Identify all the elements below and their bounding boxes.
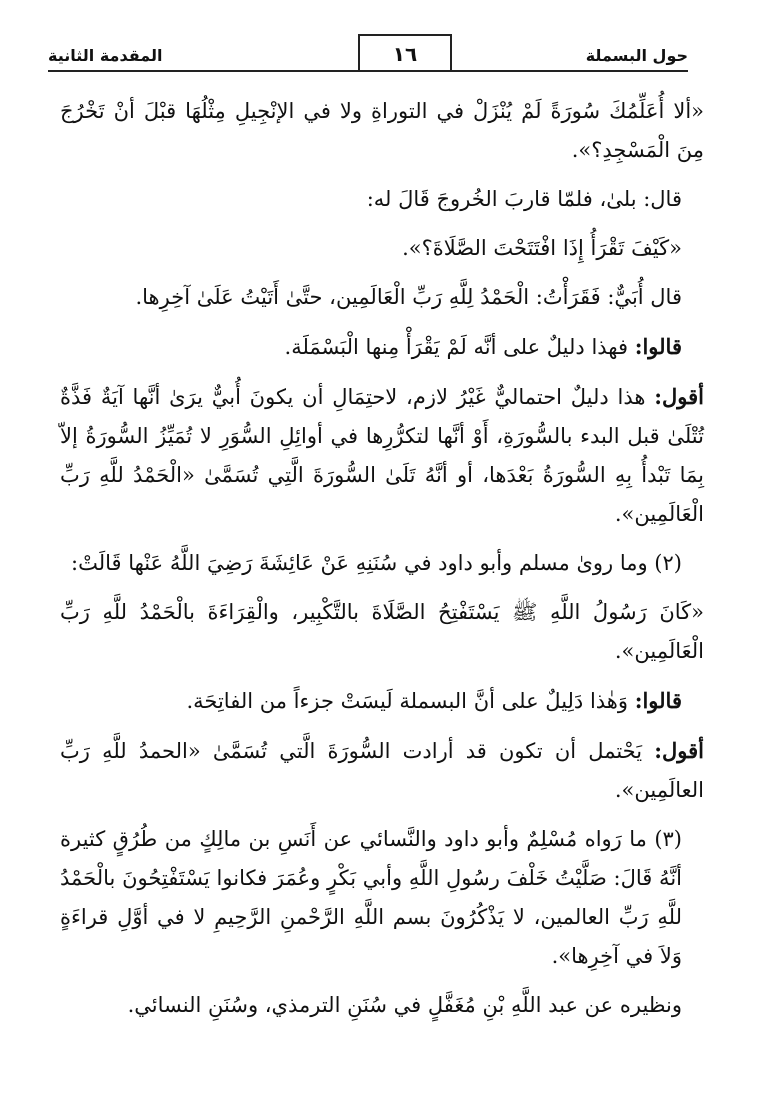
- paragraph-9: [60, 681, 704, 721]
- paragraph-5-text: فهذا دليلٌ على أنَّه لَمْ يَقْرَأْ مِنها الْبَسْمَلَة.: [284, 335, 629, 359]
- paragraph-10-label: أقول:: [654, 738, 704, 763]
- paragraph-10-text: يَحْتمل أن تكون قد أرادت السُّورَةَ الَّتي تُسَمَّىٰ «الحمدُ للَّهِ رَبِّ العالَمِين».: [60, 739, 704, 802]
- section-title: المقدمة الثانية: [48, 46, 163, 65]
- paragraph-6-text: هذا دليلٌ احتماليٌّ غَيْرُ لازم، لاحتِمَالِ أن يكونَ أُبيٌّ يرَىٰ أنَّها آيَةٌ فَذَّةٌ تُتْلَىٰ قبل البدء بالسُّورَةِ، أَوْ أنَّها لتكرُّرِها في أوائِلِ السُّوَرِ لا تُمَيِّزُ السُّورَةُ إلاّ بِمَا تَبْدأُ بِهِ السُّورَةُ بَعْدَها، أو أنَّهُ تَلَىٰ السُّورَةَ الَّتِي تُسَمَّىٰ «الْحَمْدُ للَّهِ رَبِّ الْعَالَمِين».: [60, 385, 704, 526]
- paragraph-4: قال أُبَيٌّ: فَقَرَأْتُ: الْحَمْدُ لِلَّهِ رَبِّ الْعَالَمِين، حتَّىٰ أَتَيْتُ عَلَىٰ آخِرِها.: [135, 285, 682, 309]
- paragraph-5-label: قالوا:: [634, 334, 682, 359]
- paragraph-7: (٢) وما روىٰ مسلم وأبو داود في سُنَنِهِ عَنْ عَائِشَةَ رَضِيَ اللَّهُ عَنْها قَالَتْ:: [71, 551, 682, 575]
- paragraph-1: «ألا أُعَلِّمُكَ سُورَةً لَمْ يُنْزَلْ في التوراةِ ولا في الإنْجِيلِ مِثْلُهَا قبْلَ أنْ تَخْرُجَ مِنَ الْمَسْجِدِ؟».: [60, 99, 704, 162]
- page-header: [48, 34, 688, 78]
- paragraph-8: «كَانَ رَسُولُ اللَّهِ ﷺ يَسْتَفْتِحُ الصَّلَاةَ بالتَّكْبِير، والْقِرَاءَةَ بالْحَمْدُ للَّهِ رَبِّ الْعَالَمِين».: [60, 600, 704, 663]
- paragraph-6-label: أقول:: [654, 384, 704, 409]
- paragraph-5: [60, 327, 704, 367]
- paragraph-9-label: قالوا:: [634, 688, 682, 713]
- paragraph-6: [60, 377, 704, 534]
- page-body: [60, 92, 704, 1035]
- paragraph-10: [60, 731, 704, 810]
- paragraph-11: (٣) ما رَواه مُسْلِمٌ وأبو داود والنَّسائي عن أَنَسِ بن مالِكٍ من طُرُقٍ كثيرة أنَّهُ قَالَ: صَلَّيْتُ خَلْفَ رسُولِ اللَّهِ وأبي بَكْرٍ وعُمَرَ فكانوا يَسْتَفْتِحُونَ بالْحَمْدُ للَّهِ رَبِّ العالمين، لا يَذْكُرُونَ بسم اللَّهِ الرَّحْمنِ الرَّحِيمِ لا في أوَّلِ قراءَةٍ وَلاَ في آخِرِها».: [60, 827, 682, 968]
- paragraph-12: ونظيره عن عبد اللَّهِ بْنِ مُغَفَّلٍ في سُنَنِ الترمذي، وسُنَنِ النسائي.: [127, 993, 682, 1017]
- chapter-title: حول البسملة: [585, 46, 688, 65]
- paragraph-9-text: وَهٰذا دَلِيلٌ على أنَّ البسملة لَيسَتْ جزءاً من الفاتِحَة.: [186, 689, 629, 713]
- paragraph-2: قال: بلىٰ، فلمّا قاربَ الخُروجَ قَالَ له:: [366, 187, 682, 211]
- page-number: ١٦: [358, 34, 452, 72]
- paragraph-3: «كَيْفَ تَقْرَأُ إِذَا افْتَتَحْتَ الصَّلَاةَ؟».: [402, 236, 682, 260]
- header-divider: [48, 70, 688, 72]
